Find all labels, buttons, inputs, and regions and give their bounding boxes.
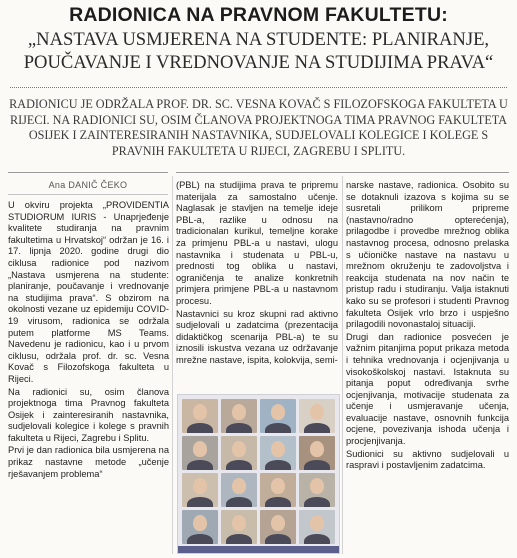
person-body bbox=[265, 534, 291, 544]
participant-tile bbox=[260, 399, 296, 433]
person-head bbox=[271, 404, 285, 420]
paragraph: U okviru projekta „PROVIDENTIA STUDIORUM IURIS - Unaprjeđenje kvalitete studiranja na pravnim fakultetima u Hrvatskoj“ održan je 16. i 17. lipnja 2020. godine drugi dio ciklusa radionice pod nazivom „Nastava usmjerena na studente: planiranje, poučavanje i vrednovanje na studijima prava“. S obzirom na okolnosti vezane uz epidemiju COVID-19 virusom, radionica se održala putem platforme MS Teams. Navedenu je radionicu, kao i u prvom ciklusu, održala prof. dr. sc. Vesna Kovač s Filozofskoga fakulteta u Rijeci. bbox=[8, 200, 169, 384]
person-head bbox=[310, 404, 324, 420]
participant-tile bbox=[221, 399, 257, 433]
person-body bbox=[226, 534, 252, 544]
person-body bbox=[187, 423, 213, 433]
person-body bbox=[226, 423, 252, 433]
paragraph: Prvi je dan radionica bila usmjerena na prikaz nastavne metode „učenje rješavanjem problema“ bbox=[8, 445, 169, 479]
person-body bbox=[304, 534, 330, 544]
participant-grid bbox=[182, 399, 335, 545]
person-head bbox=[271, 441, 285, 457]
lead-paragraph: RADIONICU JE ODRŽALA PROF. DR. SC. VESNA KOVAČ S FILOZOFSKOGA FAKULTETA U RIJECI. NA RADIONICI SU, OSIM ČLANOVA PROJEKTNOGA TIMA PRAVNOG FAKULTETA OSIJEK I ZAINTERESIRANIH NASTAVNIKA, SUDJELOVALI KOLEGICE I KOLEGE S PRAVNIH FAKULTETA U RIJECI, ZAGREBU I SPLITU. bbox=[9, 97, 508, 158]
headline-line-3: POUČAVANJE I VREDNOVANJE NA STUDIJIMA PRAVA“ bbox=[23, 52, 494, 73]
person-body bbox=[265, 497, 291, 507]
person-head bbox=[232, 441, 246, 457]
byline-rule bbox=[8, 194, 168, 195]
participant-tile bbox=[299, 436, 335, 470]
participant-tile bbox=[182, 473, 218, 507]
participant-tile bbox=[221, 510, 257, 544]
person-head bbox=[271, 478, 285, 494]
participant-tile bbox=[299, 473, 335, 507]
person-head bbox=[310, 478, 324, 494]
participant-tile bbox=[182, 436, 218, 470]
participant-tile bbox=[221, 436, 257, 470]
participant-tile bbox=[182, 510, 218, 544]
person-head bbox=[193, 404, 207, 420]
person-body bbox=[304, 460, 330, 470]
paragraph: (PBL) na studijima prava te pripremu materijala za samostalno učenje. Naglasak je stavljen na temelje ideje PBL-a, razlike u odnosu na tradicionalan kurikul, temeljne korake za primjenu PBL-a u nastavi, ulogu nastavnika i studenata u PBL-u, prednosti tog oblika u nastavi, ograničenja te analize konkretnih primjera primjene PBL-a u nastavnom procesu. bbox=[176, 180, 338, 306]
person-body bbox=[265, 423, 291, 433]
person-head bbox=[310, 441, 324, 457]
column-divider-top-2 bbox=[176, 172, 509, 173]
participant-tile bbox=[221, 473, 257, 507]
teams-toolbar bbox=[178, 546, 339, 553]
person-body bbox=[187, 534, 213, 544]
headline-line-2: „NASTAVA USMJERENA NA STUDENTE: PLANIRANJE, bbox=[27, 29, 490, 50]
column-separator-2 bbox=[342, 176, 343, 554]
paragraph: Sudionici su aktivno sudjelovali u raspravi i postavljenim zadatcima. bbox=[346, 448, 509, 471]
article-column-2 bbox=[176, 180, 338, 368]
participant-tile bbox=[182, 399, 218, 433]
person-body bbox=[226, 460, 252, 470]
headline-line-1: RADIONICA NA PRAVNOM FAKULTETU: bbox=[69, 4, 448, 26]
person-body bbox=[187, 460, 213, 470]
person-head bbox=[232, 478, 246, 494]
paragraph: Nastavnici su kroz skupni rad aktivno sudjelovali u zadatcima (prezentacija didaktičkog scenarija PBL-a) te su iznosili iskustva vezana uz održavanje mrežne nastave, ispita, kolokvija, semi- bbox=[176, 308, 338, 365]
person-head bbox=[193, 441, 207, 457]
participant-tile bbox=[260, 436, 296, 470]
person-body bbox=[265, 460, 291, 470]
paragraph: Drugi dan radionice posvećen je važnim pitanjima poput prikaza metoda i tehnika vrednovanja i ocjenjivanja u visokoškolskoj nastavi. Istaknuta su pitanja poput određivanja svrhe ocjenjivanja, motivacije studenata za učenje i usmjeravanje učenja, evaluacije nastave, osnovnih funkcija ocjene, povezivanja ishoda učenja i procjenjivanja. bbox=[346, 331, 509, 447]
video-call-screenshot-photo bbox=[177, 394, 340, 554]
dotted-divider bbox=[10, 87, 507, 88]
person-head bbox=[310, 515, 324, 531]
participant-tile bbox=[260, 473, 296, 507]
paragraph: Na radionici su, osim članova projektnoga tima Pravnog fakulteta Osijek i zainteresiranih nastavnika, sudjelovali kolegice i kolege s pravnih fakulteta u Rijeci, Zagrebu i Splitu. bbox=[8, 386, 169, 443]
participant-tile bbox=[299, 399, 335, 433]
person-body bbox=[226, 497, 252, 507]
article-column-3 bbox=[346, 180, 509, 473]
person-head bbox=[232, 404, 246, 420]
column-divider-top-1 bbox=[8, 172, 168, 173]
participant-tile bbox=[299, 510, 335, 544]
column-separator-1 bbox=[172, 176, 173, 554]
participant-tile bbox=[260, 510, 296, 544]
person-body bbox=[304, 423, 330, 433]
person-head bbox=[232, 515, 246, 531]
paragraph: narske nastave, radionica. Osobito su se dotaknuli izazova s kojima su se susretali prilikom pripreme (nastavno/radno opterećenja), prilagodbe i provedbe mrežnog oblika nastavnog procesa, odnosno prelaska s učioničke nastave na nastavu u mrežnom okruženju te zadovoljstva i reakcija studenata na nov način te pristup radu i studiranju. Valja istaknuti kako su se profesori i studenti Pravnog fakulteta Osijek vrlo brzo i uspješno prilagodili novonastaloj situaciji. bbox=[346, 180, 509, 330]
person-head bbox=[193, 478, 207, 494]
person-body bbox=[187, 497, 213, 507]
person-head bbox=[271, 515, 285, 531]
article-column-1 bbox=[8, 200, 169, 481]
person-body bbox=[304, 497, 330, 507]
person-head bbox=[193, 515, 207, 531]
author-byline: Ana DANIČ ČEKO bbox=[48, 180, 128, 190]
